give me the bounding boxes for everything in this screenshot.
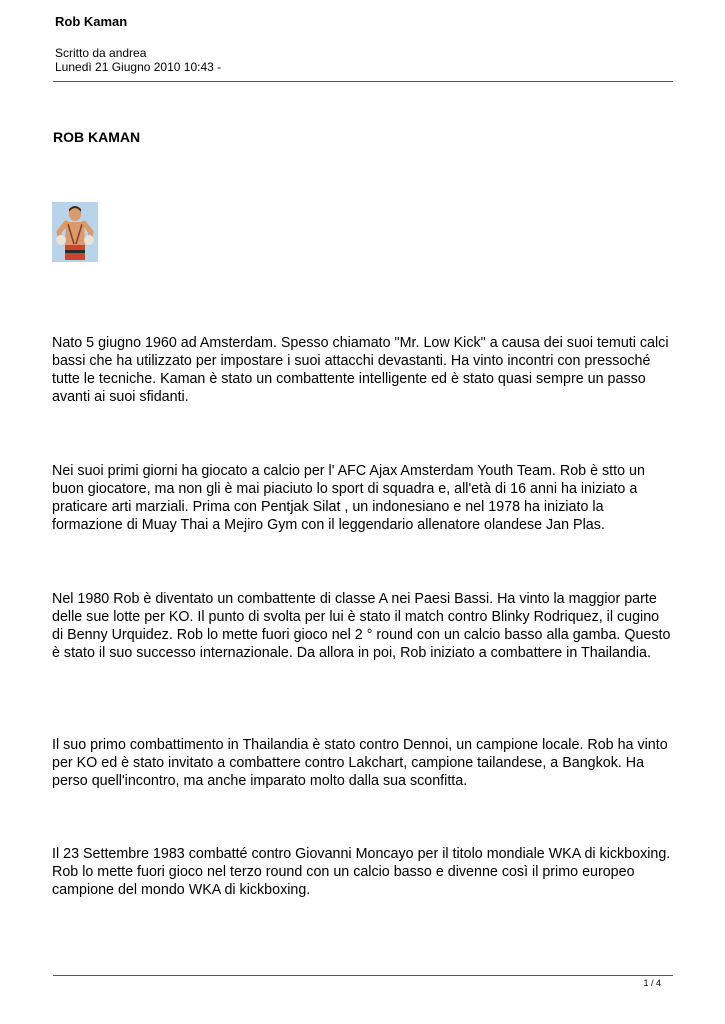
paragraph-4: Il suo primo combattimento in Thailandia è stato contro Dennoi, un campione locale. Rob ha vinto per KO ed è stato invitato a combattere contro Lakchart, campione tailandese, a Bangkok. Ha perso quell'incontro, ma anche imparato molto dalla sua sconfitta. bbox=[52, 737, 668, 789]
paragraph-2: Nei suoi primi giorni ha giocato a calcio per l' AFC Ajax Amsterdam Youth Team. Rob è stto un buon giocatore, ma non gli è mai piaciuto lo sport di squadra e, all'età di 16 anni ha iniziato a praticare arti marziali. Prima con Pentjak Silat , un indonesiano e nel 1978 ha iniziato la formazione di Muay Thai a Mejiro Gym con il leggendario allenatore olandese Jan Plas. bbox=[52, 463, 645, 533]
document-header-title: Rob Kaman bbox=[55, 14, 128, 29]
article-meta bbox=[55, 46, 221, 74]
date-line: Lunedì 21 Giugno 2010 10:43 - bbox=[55, 60, 222, 74]
fighter-photo bbox=[52, 202, 98, 262]
header-divider bbox=[53, 81, 673, 82]
author-line: Scritto da andrea bbox=[55, 46, 147, 60]
paragraph-3: Nel 1980 Rob è diventato un combattente di classe A nei Paesi Bassi. Ha vinto la maggior parte delle sue lotte per KO. Il punto di svolta per lui è stato il match contro Blinky Rodriquez, il cugino di Benny Urquidez. Rob lo mette fuori gioco nel 2 ° round con un calcio basso alla gamba. Questo è stato il suo successo internazionale. Da allora in poi, Rob iniziato a combattere in Thailandia. bbox=[52, 591, 671, 661]
footer-divider bbox=[53, 975, 673, 976]
article-title: ROB KAMAN bbox=[53, 129, 141, 145]
paragraph-5: Il 23 Settembre 1983 combatté contro Giovanni Moncayo per il titolo mondiale WKA di kickboxing. Rob lo mette fuori gioco nel terzo round con un calcio basso e divenne così il primo europeo campione del mondo WKA di kickboxing. bbox=[52, 846, 671, 898]
paragraph-1: Nato 5 giugno 1960 ad Amsterdam. Spesso chiamato "Mr. Low Kick" a causa dei suoi temuti calci bassi che ha utilizzato per impostare i suoi attacchi devastanti. Ha vinto incontri con pressoché tutte le tecniche. Kaman è stato un combattente intelligente ed è stato quasi sempre un passo avanti ai suoi sfidanti. bbox=[52, 335, 669, 405]
page-number: 1 / 4 bbox=[643, 978, 661, 988]
